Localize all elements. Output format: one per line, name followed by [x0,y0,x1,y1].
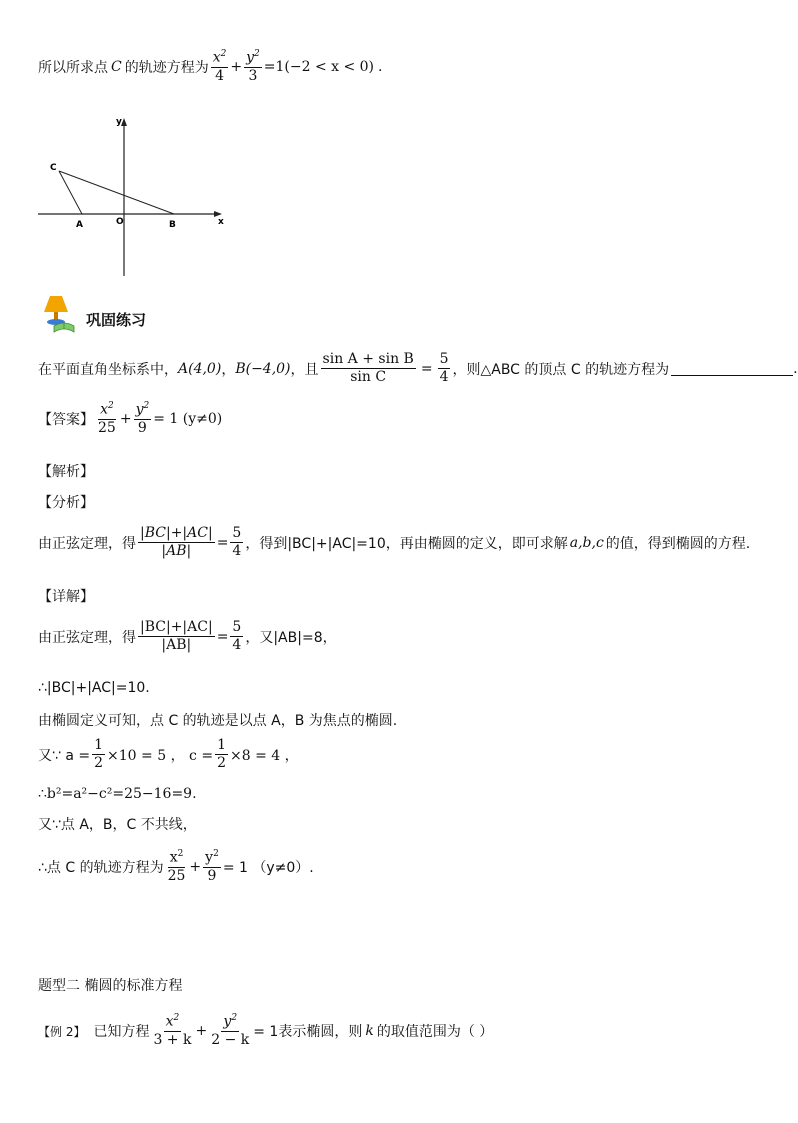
example-line: 【例 2】 已知方程 $\frac{x^2}{3 + k}$ + $\frac{y^2}{2 - k}$ = 1表示椭圆，则 k 的取值范围为（ ） [38,1013,494,1049]
intro-frac-x: $\frac{x^2}{4}$ [212,49,227,85]
detail-label: 【详解】 [38,589,94,605]
practice-title: 巩固练习 [86,310,147,329]
answer-line: 【答案】 $\frac{x^2}{25}$ + $\frac{y^2}{9}$ = 1 (y≠0) [38,401,223,437]
lamp-book-icon [40,292,84,334]
detail-value: $\frac{5}{4}$ [232,619,242,654]
problem-value-frac: $\frac{5}{4}$ [439,351,449,386]
detail-line-3: 由椭圆定义可知，点 C 的轨迹是以点 A，B 为焦点的椭圆. [38,713,398,729]
label-x: x [218,217,224,227]
problem-line: 在平面直角坐标系中， A(4,0) ， B(−4,0) ，且 $\frac{\text{sin A + sin B}}{\text{sin C}}$ = $\frac{5}{4}$ ，则△ABC 的顶点 C 的轨迹方程为 . [38,351,798,386]
coordinate-figure [30,110,240,282]
y-axis-arrow [121,118,127,126]
detail-frac: $\frac{|BC|+|AC|}{|AB|}$ [140,619,213,654]
label-y: y [116,117,122,127]
practice-header [40,292,146,334]
label-a: A [76,220,83,230]
breakdown-value: $\frac{5}{4}$ [232,525,242,560]
answer-blank [671,361,793,376]
example-frac-x: $\frac{x^2}{3 + k}$ [153,1013,192,1049]
section-title: 题型二 椭圆的标准方程 [38,978,183,994]
detail-half-2: $\frac{1}{2}$ [217,737,226,772]
label-o: O [116,217,124,227]
example-frac-y: $\frac{y^2}{2 - k}$ [211,1013,250,1049]
intro-mid: 的轨迹方程为 [124,60,209,77]
answer-label: 【答案】 [38,412,94,429]
breakdown-frac: $\frac{|BC|+|AC|}{|AB|}$ [140,525,213,560]
answer-frac-y: $\frac{y^2}{9}$ [135,401,150,437]
detail-line-4: 又∵ a = $\frac{1}{2}$ ×10 = 5 ， c = $\frac{1}{2}$ ×8 = 4 ， [38,737,299,772]
answer-frac-x: $\frac{x^2}{25}$ [98,401,116,437]
detail-half-1: $\frac{1}{2}$ [94,737,104,772]
intro-rhs: =1(−2 < x < 0) [263,59,375,76]
detail-line-5: ∴b²=a²−c²=25−16=9. [38,786,197,802]
detail-result-y: $\frac{y^2}{9}$ [205,849,219,885]
breakdown-label: 【分析】 [38,495,94,511]
detail-line-7: ∴点 C 的轨迹方程为 $\frac{x^2}{25}$ + $\frac{y^2}{9}$ = 1 （y≠0）. [38,849,314,885]
example-label: 【例 2】 [38,1024,86,1039]
detail-line-1: 由正弦定理，得 $\frac{|BC|+|AC|}{|AB|}$ = $\frac{5}{4}$ ，又|AB|=8， [38,619,337,654]
label-c: C [50,163,57,173]
detail-result-x: $\frac{x^2}{25}$ [167,849,186,885]
intro-frac-y: $\frac{y^2}{3}$ [246,49,260,85]
intro-line: 所以所求点 C 的轨迹方程为 $\frac{x^2}{4}$ + $\frac{y^2}{3}$ =1(−2 < x < 0) . [38,49,383,85]
detail-line-6: 又∵点 A，B，C 不共线， [38,817,197,833]
detail-line-2: ∴|BC|+|AC|=10. [38,680,150,696]
segment-cb [59,171,174,214]
problem-sin-frac: $\frac{\text{sin A + sin B}}{\text{sin C}}$ [322,351,414,386]
intro-prefix: 所以所求点 [38,60,108,77]
breakdown-line: 由正弦定理，得 $\frac{|BC|+|AC|}{|AB|}$ = $\frac{5}{4}$ ，得到|BC|+|AC|=10，再由椭圆的定义，即可求解 a,b,c 的值，得到椭圆的方程. [38,525,751,560]
label-b: B [169,220,176,230]
segment-ca [59,171,82,214]
intro-point: C [111,59,122,76]
analysis-label: 【解析】 [38,464,94,480]
